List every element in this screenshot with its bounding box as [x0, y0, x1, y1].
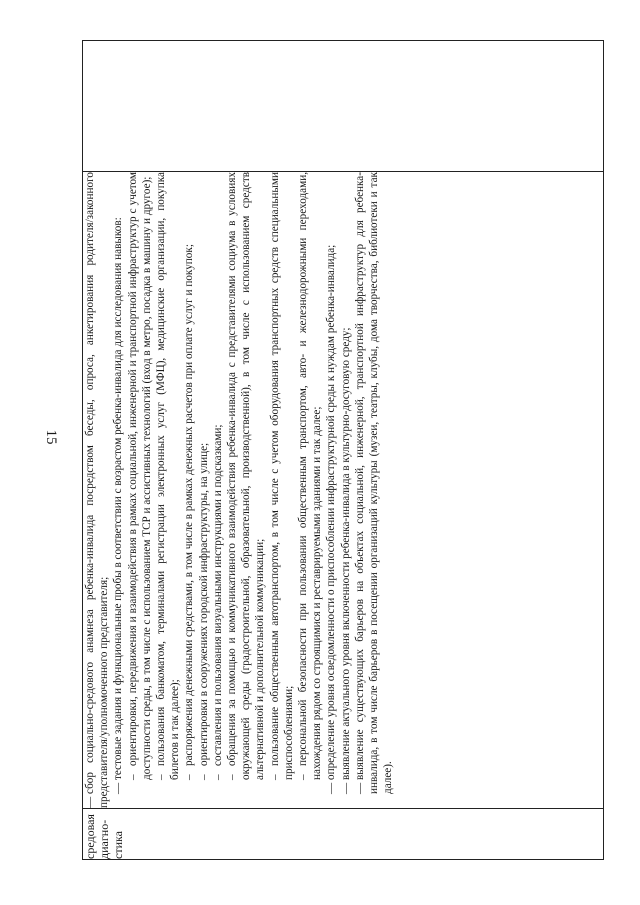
list-item: –персональной безопасности при пользовании общественным транспортом, авто- и железнодорожными переходами, нахождения рядом со строящимися и реставрируемыми зданиями и так далее;: [297, 172, 324, 780]
item-text: пользования банкоматом, терминалами регистрации электронных услуг (МФЦ), медицинские организации, покупка билетов и так далее);: [155, 172, 182, 780]
item-text: определение уровня осведомленности о приспособлении инфраструктурной среды к нуждам ребенка-инвалида;: [325, 244, 338, 780]
list-item: –ориентировки в сооружениях городской инфраструктуры, на улице;: [197, 442, 210, 780]
item-text: распоряжения денежными средствами, в том числе в рамках денежных расчетов при оплате услуг и покупок;: [183, 244, 196, 766]
list-item: –пользования банкоматом, терминалами регистрации электронных услуг (МФЦ), медицинские организации, покупка билетов и так далее);: [155, 172, 182, 780]
section-body: [83, 172, 604, 809]
empty-cell: [83, 41, 604, 172]
list-item: —выявление существующих барьеров на объектах социальной, инженерной, транспортной инфраструктур для ребенка-инвалида, в том числе барьеров в посещении организаций культуры (музеи, театры, клубы, дома творчества, библиотеки и так далее).: [353, 172, 395, 794]
list-item: –ориентировки, передвижения и взаимодействия в рамках социальной, инженерной и транспортной инфраструктур с учетом доступности среды, в том числе с использованием ТСР и ассистивных технологий (вход в метро, посадка в машину и другое);: [126, 172, 153, 780]
item-text: составления и пользования визуальными инструкциями и подсказками;: [211, 424, 224, 766]
item-text: тестовые задания и функциональные пробы в соответствии с возрастом ребенка-инвалида для исследования навыков:: [112, 217, 125, 780]
page-number: 15: [43, 429, 59, 445]
item-text: ориентировки, передвижения и взаимодействия в рамках социальной, инженерной и транспортной инфраструктур с учетом доступности среды, в том числе с использованием ТСР и ассистивных технологий (вход в метро, посадка в машину и другое);: [126, 172, 153, 780]
list-item: –распоряжения денежными средствами, в том числе в рамках денежных расчетов при оплате услуг и покупок;: [183, 244, 196, 780]
methods-table: [82, 40, 604, 860]
list-item: —тестовые задания и функциональные пробы в соответствии с возрастом ребенка-инвалида для исследования навыков:: [112, 217, 125, 794]
item-text: персональной безопасности при пользовании общественным транспортом, авто- и железнодорожными переходами, нахождения рядом со строящимися и реставрируемыми зданиями и так далее;: [297, 172, 324, 780]
item-text: выявление существующих барьеров на объектах социальной, инженерной, транспортной инфраструктур для ребенка-инвалида, в том числе барьеров в посещении организаций культуры (музеи, театры, клубы, дома творчества, библиотеки и так далее).: [353, 172, 395, 794]
list-item: —определение уровня осведомленности о приспособлении инфраструктурной среды к нуждам ребенка-инвалида;: [325, 244, 338, 794]
item-text: сбор социально-средового анамнеза ребенка-инвалида посредством беседы, опроса, анкетирования родителя/законного представителя/уполномоченного представителя;: [84, 172, 111, 808]
item-text: обращения за помощью и коммуникативного взаимодействия ребенка-инвалида с представителями социума в условиях окружающей среды (градостроительной, образовательной, производственной), в том числе с использованием средств альтернативной и дополнительной коммуникации;: [226, 172, 267, 780]
list-item: —выявление актуального уровня включенности ребенка-инвалида в культурно-досуговую среду;: [339, 327, 352, 794]
list-item: –пользование общественным автотранспортом, в том числе с учетом оборудования транспортных средств специальными приспособлениями;: [268, 172, 295, 780]
item-text: выявление актуального уровня включенности ребенка-инвалида в культурно-досуговую среду;: [339, 327, 352, 780]
section-label: средовая диагно-стика: [83, 809, 604, 860]
item-text: ориентировки в сооружениях городской инфраструктуры, на улице;: [197, 442, 210, 766]
item-text: пользование общественным автотранспортом, в том числе с учетом оборудования транспортных средств специальными приспособлениями;: [268, 172, 295, 780]
list-item: –составления и пользования визуальными инструкциями и подсказками;: [211, 424, 224, 780]
list-item: –обращения за помощью и коммуникативного взаимодействия ребенка-инвалида с представителями социума в условиях окружающей среды (градостроительной, образовательной, производственной), в том числе с использованием средств альтернативной и дополнительной коммуникации;: [226, 172, 267, 780]
table-row: [83, 41, 604, 860]
list-item: —сбор социально-средового анамнеза ребенка-инвалида посредством беседы, опроса, анкетирования родителя/законного представителя/уполномоченного представителя;: [84, 172, 111, 808]
